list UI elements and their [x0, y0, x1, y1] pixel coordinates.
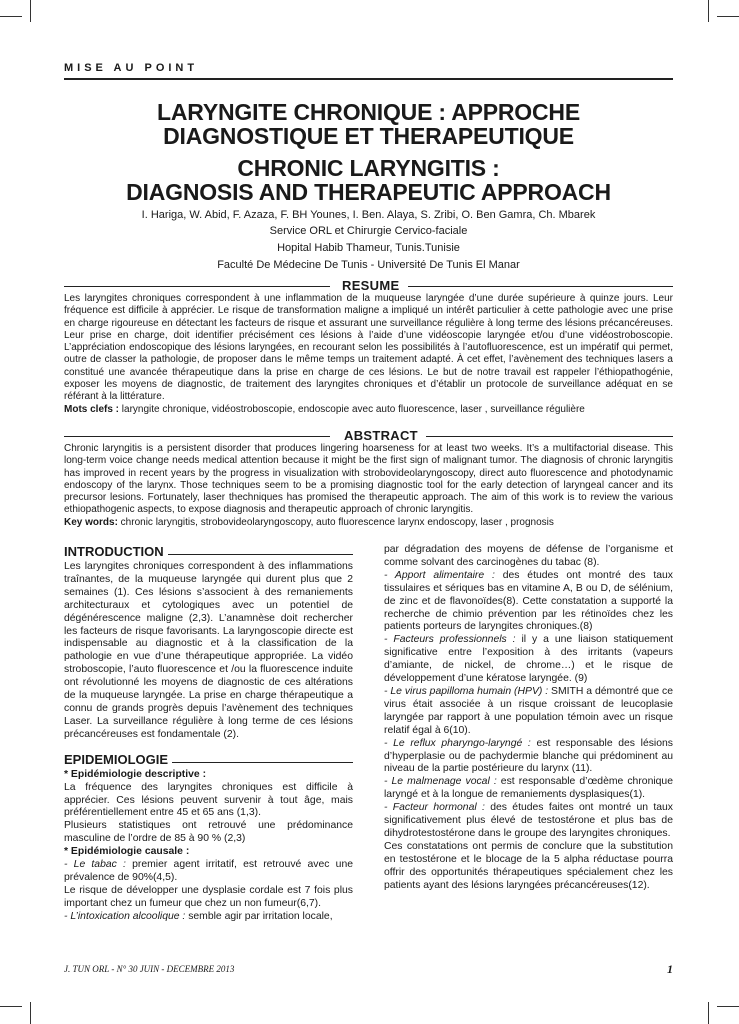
title-en-line2: DIAGNOSIS AND THERAPEUTIC APPROACH — [126, 179, 611, 205]
resume-text: Les laryngites chroniques correspondent à une inflammation de la muqueuse laryngée d’une durée supérieure à quinze jours. Leur fréquence est difficile à apprécier. Le risque de transformation maligne a impliqué un intérêt particulier à cette pathologie avec une prise en charge rigoureuse en détectant les facteurs de risque et assurant une surveillance régulière à long terme des lésions précancéreuses. Leur prise en charge, doit identifier précisément ces lésions à l’aide d’une vidéoscopie laryngée et/ou d’une vidéostroboscopie. L’appréciation endoscopique des lésions laryngées, en recourant selon les possibilités à l’autofluorescence, est un impératif qui permet, outre de classer la pathologie, de proposer dans le même temps un traitement adapté. À cet effet, l’avènement des techniques lasers a constitué une avancée thérapeutique dans la prise en charge de ces lésions. Le but de notre travail est rappeler l’éthiopathogénie, exposer les moyens de diagnostic, de traitement des laryngites chroniques et d’établir un protocole de surveillance adéquat en se référant à la littérature. — [64, 293, 673, 403]
factor-hormonal-label: - Facteur hormonal : — [384, 802, 485, 814]
introduction-body: Les laryngites chroniques correspondent à des inflammations traînantes, de la muqueuse laryngée qui durent plus que 2 semaines (1). Ces lésions s’associent à des remaniements architecturaux et cytologiques avec un potentiel de dégénérescence maligne (2,3). L’anamnèse doit rechercher les facteurs de risque favorisants. La laryngoscopie directe est indispensable au diagnostic et à la classification de la pathologie en vue d’une thérapeutique appropriée. La vidéo stroboscopie, l’auto fluorescence et /ou la fluorescence induite ont révolutionné les moyens de diagnostic de ces altérations de la muqueuse laryngée. La prise en charge thérapeutique a connu de grands progrès depuis l’avènement des techniques Laser. La surveillance régulière à long terme de ces lésions précancéreuses est fondamentale (2). — [64, 561, 353, 740]
factor-hpv-text: SMITH a démontré que ce virus était associée à un risque croissant de leucoplasie laryngée par rapport à une population témoin avec un risque relatif égal à 6(10). — [384, 685, 673, 736]
page-number: 1 — [667, 962, 673, 976]
epidemiologie-paragraph-1: La fréquence des laryngites chroniques est difficile à apprécier. Ces lésions peuvent survenir à tout âge, mais préférentiellement entre 45 et 65 ans (1,3). — [64, 781, 353, 819]
crop-mark — [708, 1002, 709, 1024]
introduction-heading-label: INTRODUCTION — [64, 544, 168, 559]
resume-heading — [64, 279, 673, 293]
crop-mark — [30, 0, 31, 22]
resume-keywords-text: laryngite chronique, vidéostroboscopie, endoscopie avec auto fluorescence, laser , surveillance régulière — [119, 403, 585, 415]
affiliation-1: Service ORL et Chirurgie Cervico-faciale — [269, 225, 468, 237]
factor-hormonal-text: des études faites ont montré un taux significativement plus élevé de testostérone et plus bas de dihydrotestostérone dans le groupe des laryngites chroniques. — [384, 802, 673, 839]
factor-alcool-text: semble agir par irritation locale, — [185, 910, 333, 922]
affiliation-2: Hopital Habib Thameur, Tunis.Tunisie — [277, 242, 460, 254]
factor-malmenage-label: - Le malmenage vocal : — [384, 776, 497, 788]
factor-reflux-label: - Le reflux pharyngo-laryngé : — [384, 737, 531, 749]
subheading-descriptive: * Epidémiologie descriptive : — [64, 768, 207, 780]
factor-hpv-label: - Le virus papilloma humain (HPV) : — [384, 685, 549, 697]
crop-mark — [708, 0, 709, 22]
right-column — [384, 544, 673, 892]
left-column — [64, 544, 353, 924]
epidemiologie-heading-label: EPIDEMIOLOGIE — [64, 752, 172, 767]
abstract-heading-label: ABSTRACT — [344, 428, 418, 443]
factor-reflux-text: est responsable des lésions d’hyperplasie ou de pachydermie blanche qui prédominent au niveau de la partie postérieure du larynx (11). — [384, 737, 673, 775]
introduction-heading — [64, 544, 353, 560]
abstract-body — [64, 443, 673, 529]
heading-rule-left — [64, 436, 330, 437]
factor-professionnels — [384, 634, 673, 686]
resume-keywords — [64, 404, 585, 415]
factor-malmenage — [384, 776, 673, 802]
right-paragraph-1: par dégradation des moyens de défense de l’organisme et comme solvant des carcinogènes du tabac (8). — [384, 544, 673, 568]
factor-malmenage-text: est responsable d’œdème chronique laryngé et à la longue de remaniements dysplasiques(1). — [384, 776, 673, 801]
right-paragraph-final: Ces constatations ont permis de conclure que la substitution en testostérone et le blocage de la 5 alpha réductase pourra offrir des opportunités thérapeutiques spécialement chez les patients ayant des lésions laryngées précancéreuses(12). — [384, 840, 673, 891]
heading-rule-right — [426, 436, 673, 437]
factor-hpv — [384, 686, 673, 738]
factor-apport-label: - Apport alimentaire : — [384, 569, 495, 581]
abstract-heading — [64, 429, 673, 443]
factor-professionnels-label: - Facteurs professionnels : — [384, 634, 516, 646]
factor-apport-text: des études ont montré des taux tissulaires et sériques bas en vitamine A, B ou D, de sélénium, de zinc et de flavonoïdes(8). Cette constatation a supporté la recherche de chimio prévention par les rétinoïdes chez les patients porteurs de laryngites chroniques.(8) — [384, 569, 673, 633]
header-rule — [64, 78, 673, 80]
factor-alcool — [64, 911, 353, 924]
factor-hormonal — [384, 802, 673, 841]
page-footer — [64, 964, 673, 974]
abstract-text: Chronic laryngitis is a persistent disorder that produces lingering hoarseness for at least two weeks. It’s a multifactorial disease. This long-term voice change needs medical attention because it might be the first sign of malignant tumor. The diagnosis of chronic laryngitis has improved in recent years by the progress in visualization with strobovideolaryngoscopy, direct auto fluorescence and photodynamic endoscopy of the larynx. Those techniques seem to be a promising diagnostic tool for the early detection of laryngeal cancer and its precursor lesions. Fortunately, laser thechniques has promised the therapeutic approach. The aim of this work is to review the various ethiopathogenic aspects, to expose diagnosis and therapeutic approach of chronic laryngitis. — [64, 443, 673, 516]
factor-alcool-label: - L’intoxication alcoolique : — [64, 910, 186, 922]
abstract-keywords-text: chronic laryngitis, strobovideolaryngoscopy, auto fluorescence larynx endoscopy, laser , prognosis — [117, 516, 554, 528]
crop-mark — [0, 16, 22, 17]
factor-tabac-text: premier agent irritatif, est retrouvé avec une prévalence de 90%(4,5). — [64, 859, 354, 883]
title-french — [64, 100, 673, 148]
title-english — [64, 156, 673, 204]
title-block — [64, 100, 673, 274]
factor-reflux — [384, 738, 673, 777]
abstract-keywords — [64, 517, 554, 528]
authors: I. Hariga, W. Abid, F. Azaza, F. BH Younes, I. Ben. Alaya, S. Zribi, O. Ben Gamra, Ch. Mbarek — [141, 209, 596, 221]
epidemiologie-paragraph-3: Le risque de développer une dysplasie cordale est 7 fois plus important chez un fumeur que chez un non fumeur(6,7). — [64, 884, 353, 909]
crop-mark — [717, 16, 739, 17]
factor-tabac — [64, 859, 353, 885]
section-tag: MISE AU POINT — [64, 62, 199, 74]
title-fr-line1: LARYNGITE CHRONIQUE : APPROCHE — [157, 99, 580, 125]
title-en-line1: CHRONIC LARYNGITIS : — [237, 155, 500, 181]
title-fr-line2: DIAGNOSTIQUE ET THERAPEUTIQUE — [163, 123, 574, 149]
factor-apport — [384, 570, 673, 635]
resume-keywords-label: Mots clefs : — [64, 403, 120, 415]
resume-heading-label: RESUME — [342, 278, 400, 293]
factor-tabac-label: - Le tabac : — [64, 859, 126, 871]
factor-professionnels-text: il y a une liaison statiquement significative entre l’exposition à des irritants (vapeurs d’amiante, de nickel, de chrome…) et le risque de développement d’une kératose laryngée. (9) — [384, 634, 674, 685]
crop-mark — [30, 1002, 31, 1024]
journal-reference: J. TUN ORL - N° 30 JUIN - DECEMBRE 2013 — [64, 964, 235, 974]
crop-mark — [717, 1006, 739, 1007]
subheading-causale: * Epidémiologie causale : — [64, 846, 190, 858]
heading-rule-right — [408, 286, 673, 287]
epidemiologie-paragraph-2: Plusieurs statistiques ont retrouvé une prédominance masculine de l’ordre de 85 à 90 % (2,3) — [64, 820, 353, 845]
resume-body — [64, 293, 673, 416]
abstract-keywords-label: Key words: — [64, 516, 118, 528]
heading-rule-left — [64, 286, 330, 287]
affiliation-3: Faculté De Médecine De Tunis - Université De Tunis El Manar — [217, 259, 520, 271]
crop-mark — [0, 1006, 22, 1007]
article-page — [64, 0, 673, 1024]
epidemiologie-heading — [64, 752, 353, 768]
